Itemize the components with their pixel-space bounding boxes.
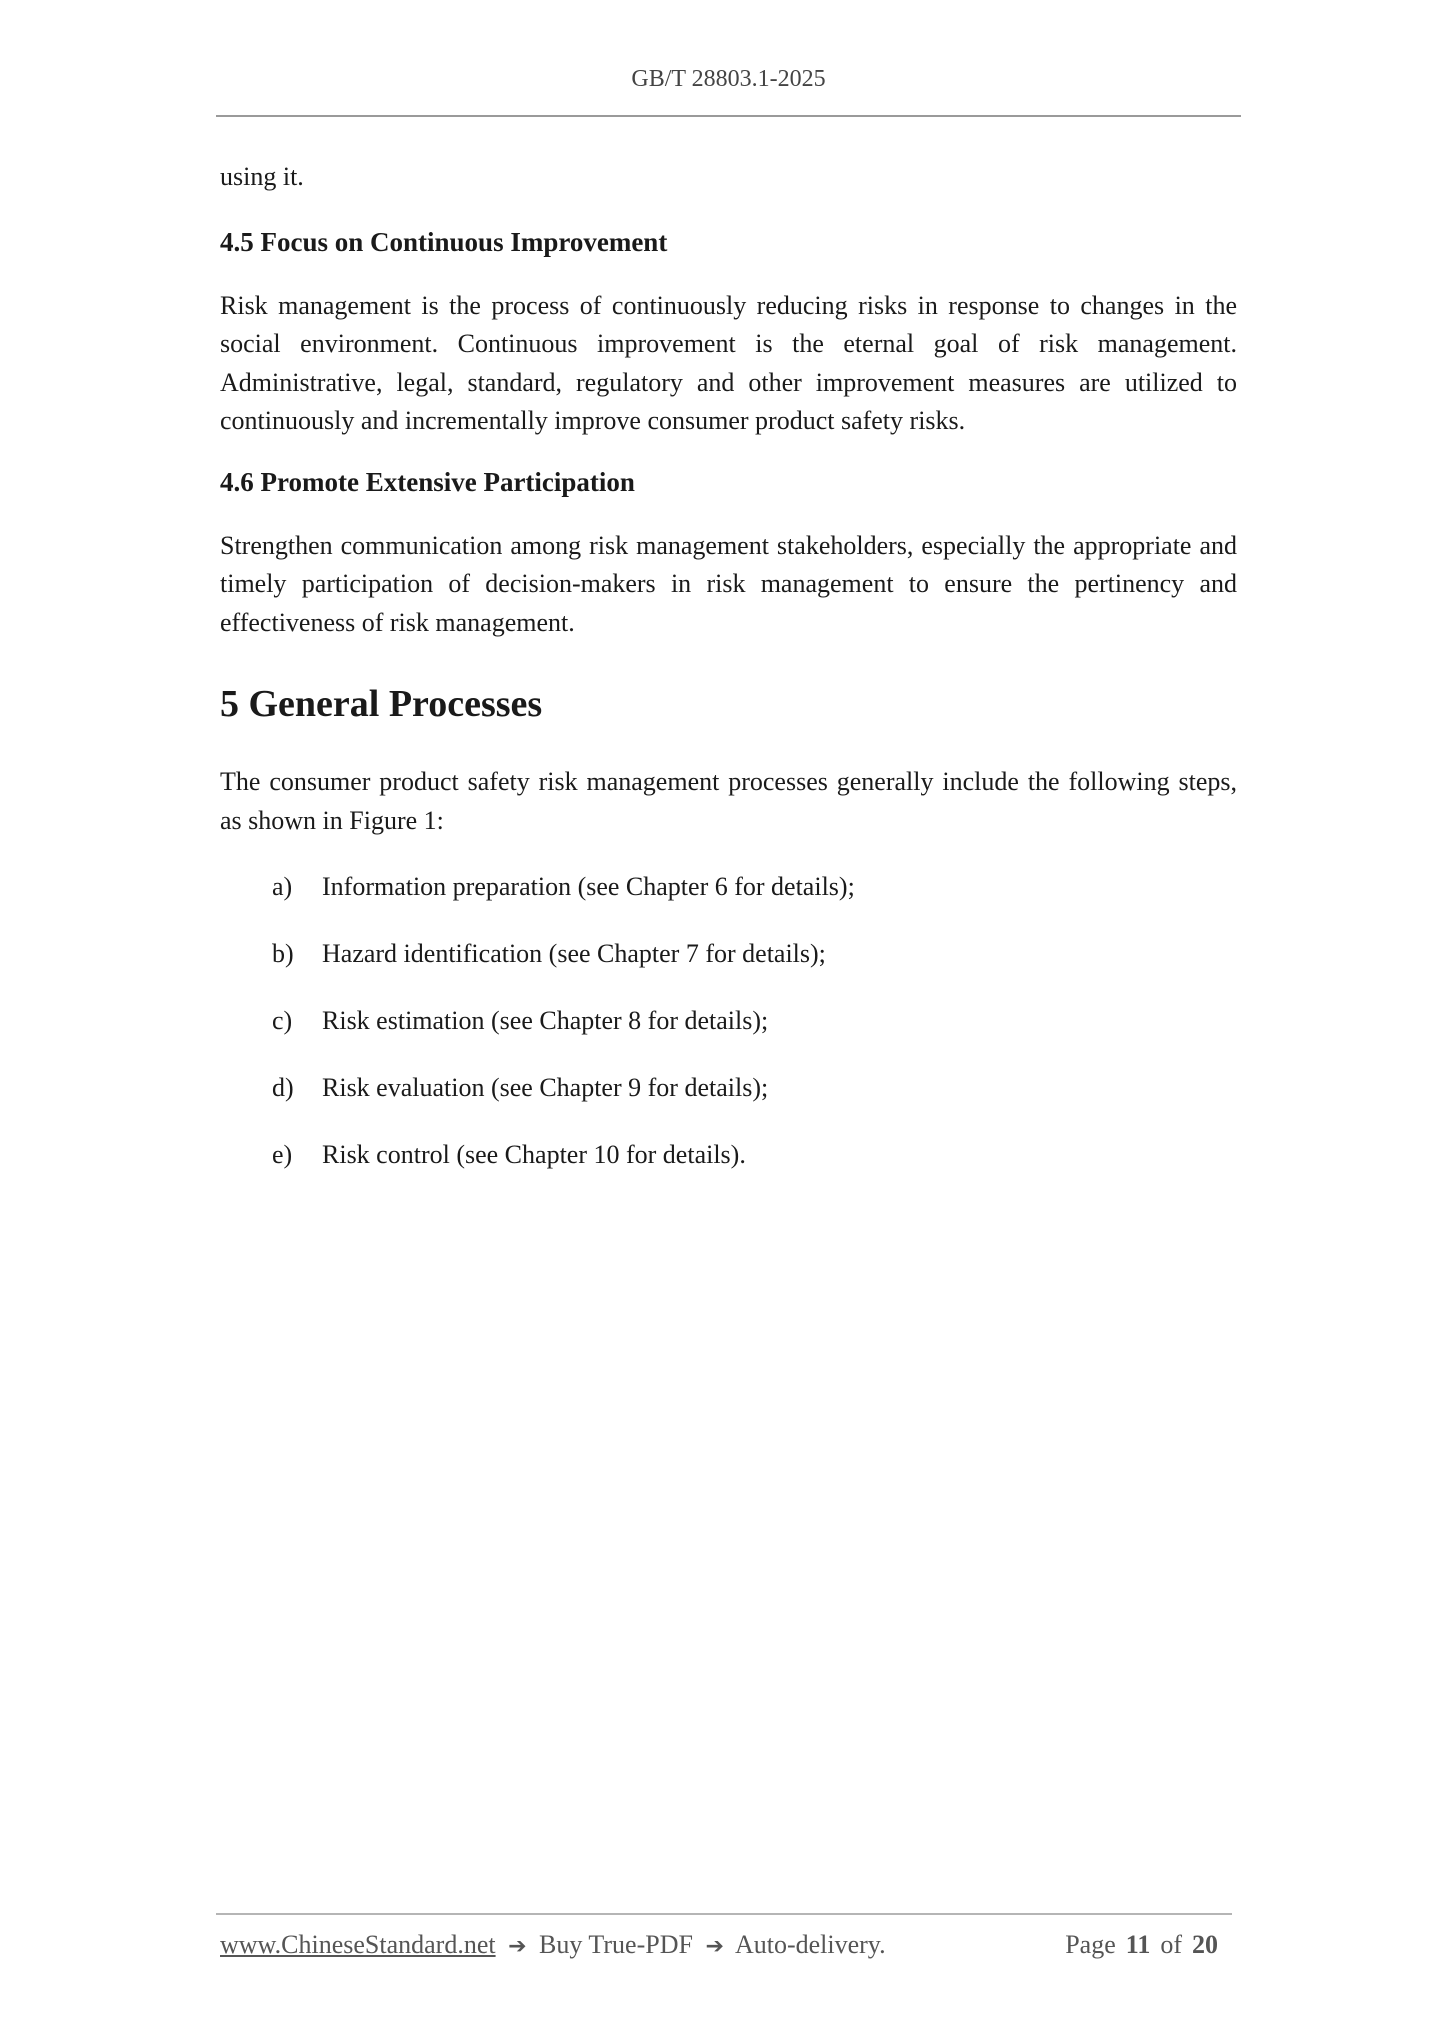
footer-promo (220, 1930, 886, 1960)
list-marker: b) (272, 939, 294, 968)
list-item-text: Risk evaluation (see Chapter 9 for details); (322, 1073, 769, 1102)
list-item (220, 1002, 1237, 1040)
list-item (220, 935, 1237, 973)
arrow-right-icon: ➔ (508, 1934, 527, 1959)
continuation-text: using it. (220, 162, 304, 191)
list-item-text: Information preparation (see Chapter 6 for details); (322, 872, 855, 901)
buy-text: Buy True-PDF (539, 1930, 693, 1959)
list-item (220, 1136, 1237, 1174)
page-content (220, 158, 1237, 1174)
page-footer (220, 1930, 1232, 1970)
section-5-heading: 5 General Processes (220, 683, 543, 725)
section-5-intro: The consumer product safety risk management processes generally include the following steps, as shown in Figure 1: (220, 767, 1237, 835)
steps-list (220, 868, 1237, 1174)
section-4-5-paragraph: Risk management is the process of continuously reducing risks in response to changes in the social environment. Continuous improvement is the eternal goal of risk management. Administrative, legal, standard, regulatory and other improvement measures are utilized to continuously and incrementally improve consumer product safety risks. (220, 290, 1237, 435)
delivery-text: Auto-delivery. (734, 1930, 886, 1959)
page-number (1065, 1930, 1228, 1960)
page-label: Page (1065, 1930, 1116, 1959)
section-4-5-heading: 4.5 Focus on Continuous Improvement (220, 226, 668, 257)
section-4-6-paragraph: Strengthen communication among risk management stakeholders, especially the appropriate and timely participation of decision-makers in risk management to ensure the pertinency and effectiveness of risk management. (220, 530, 1237, 637)
page-total: 20 (1192, 1930, 1218, 1959)
page-current: 11 (1125, 1930, 1151, 1959)
header-divider (216, 115, 1241, 117)
list-item-text: Risk estimation (see Chapter 8 for details); (322, 1006, 769, 1035)
list-item-text: Risk control (see Chapter 10 for details). (322, 1140, 746, 1169)
document-header: GB/T 28803.1-2025 (631, 66, 826, 92)
list-marker: d) (272, 1073, 294, 1102)
list-item-text: Hazard identification (see Chapter 7 for details); (322, 939, 826, 968)
site-link[interactable]: www.ChineseStandard.net (220, 1930, 496, 1959)
list-marker: e) (272, 1140, 293, 1169)
list-item (220, 868, 1237, 906)
arrow-right-icon: ➔ (705, 1934, 724, 1959)
of-label: of (1160, 1930, 1182, 1959)
list-item (220, 1069, 1237, 1107)
section-4-6-heading: 4.6 Promote Extensive Participation (220, 466, 635, 497)
footer-divider (216, 1913, 1232, 1915)
list-marker: c) (272, 1006, 293, 1035)
list-marker: a) (272, 872, 293, 901)
